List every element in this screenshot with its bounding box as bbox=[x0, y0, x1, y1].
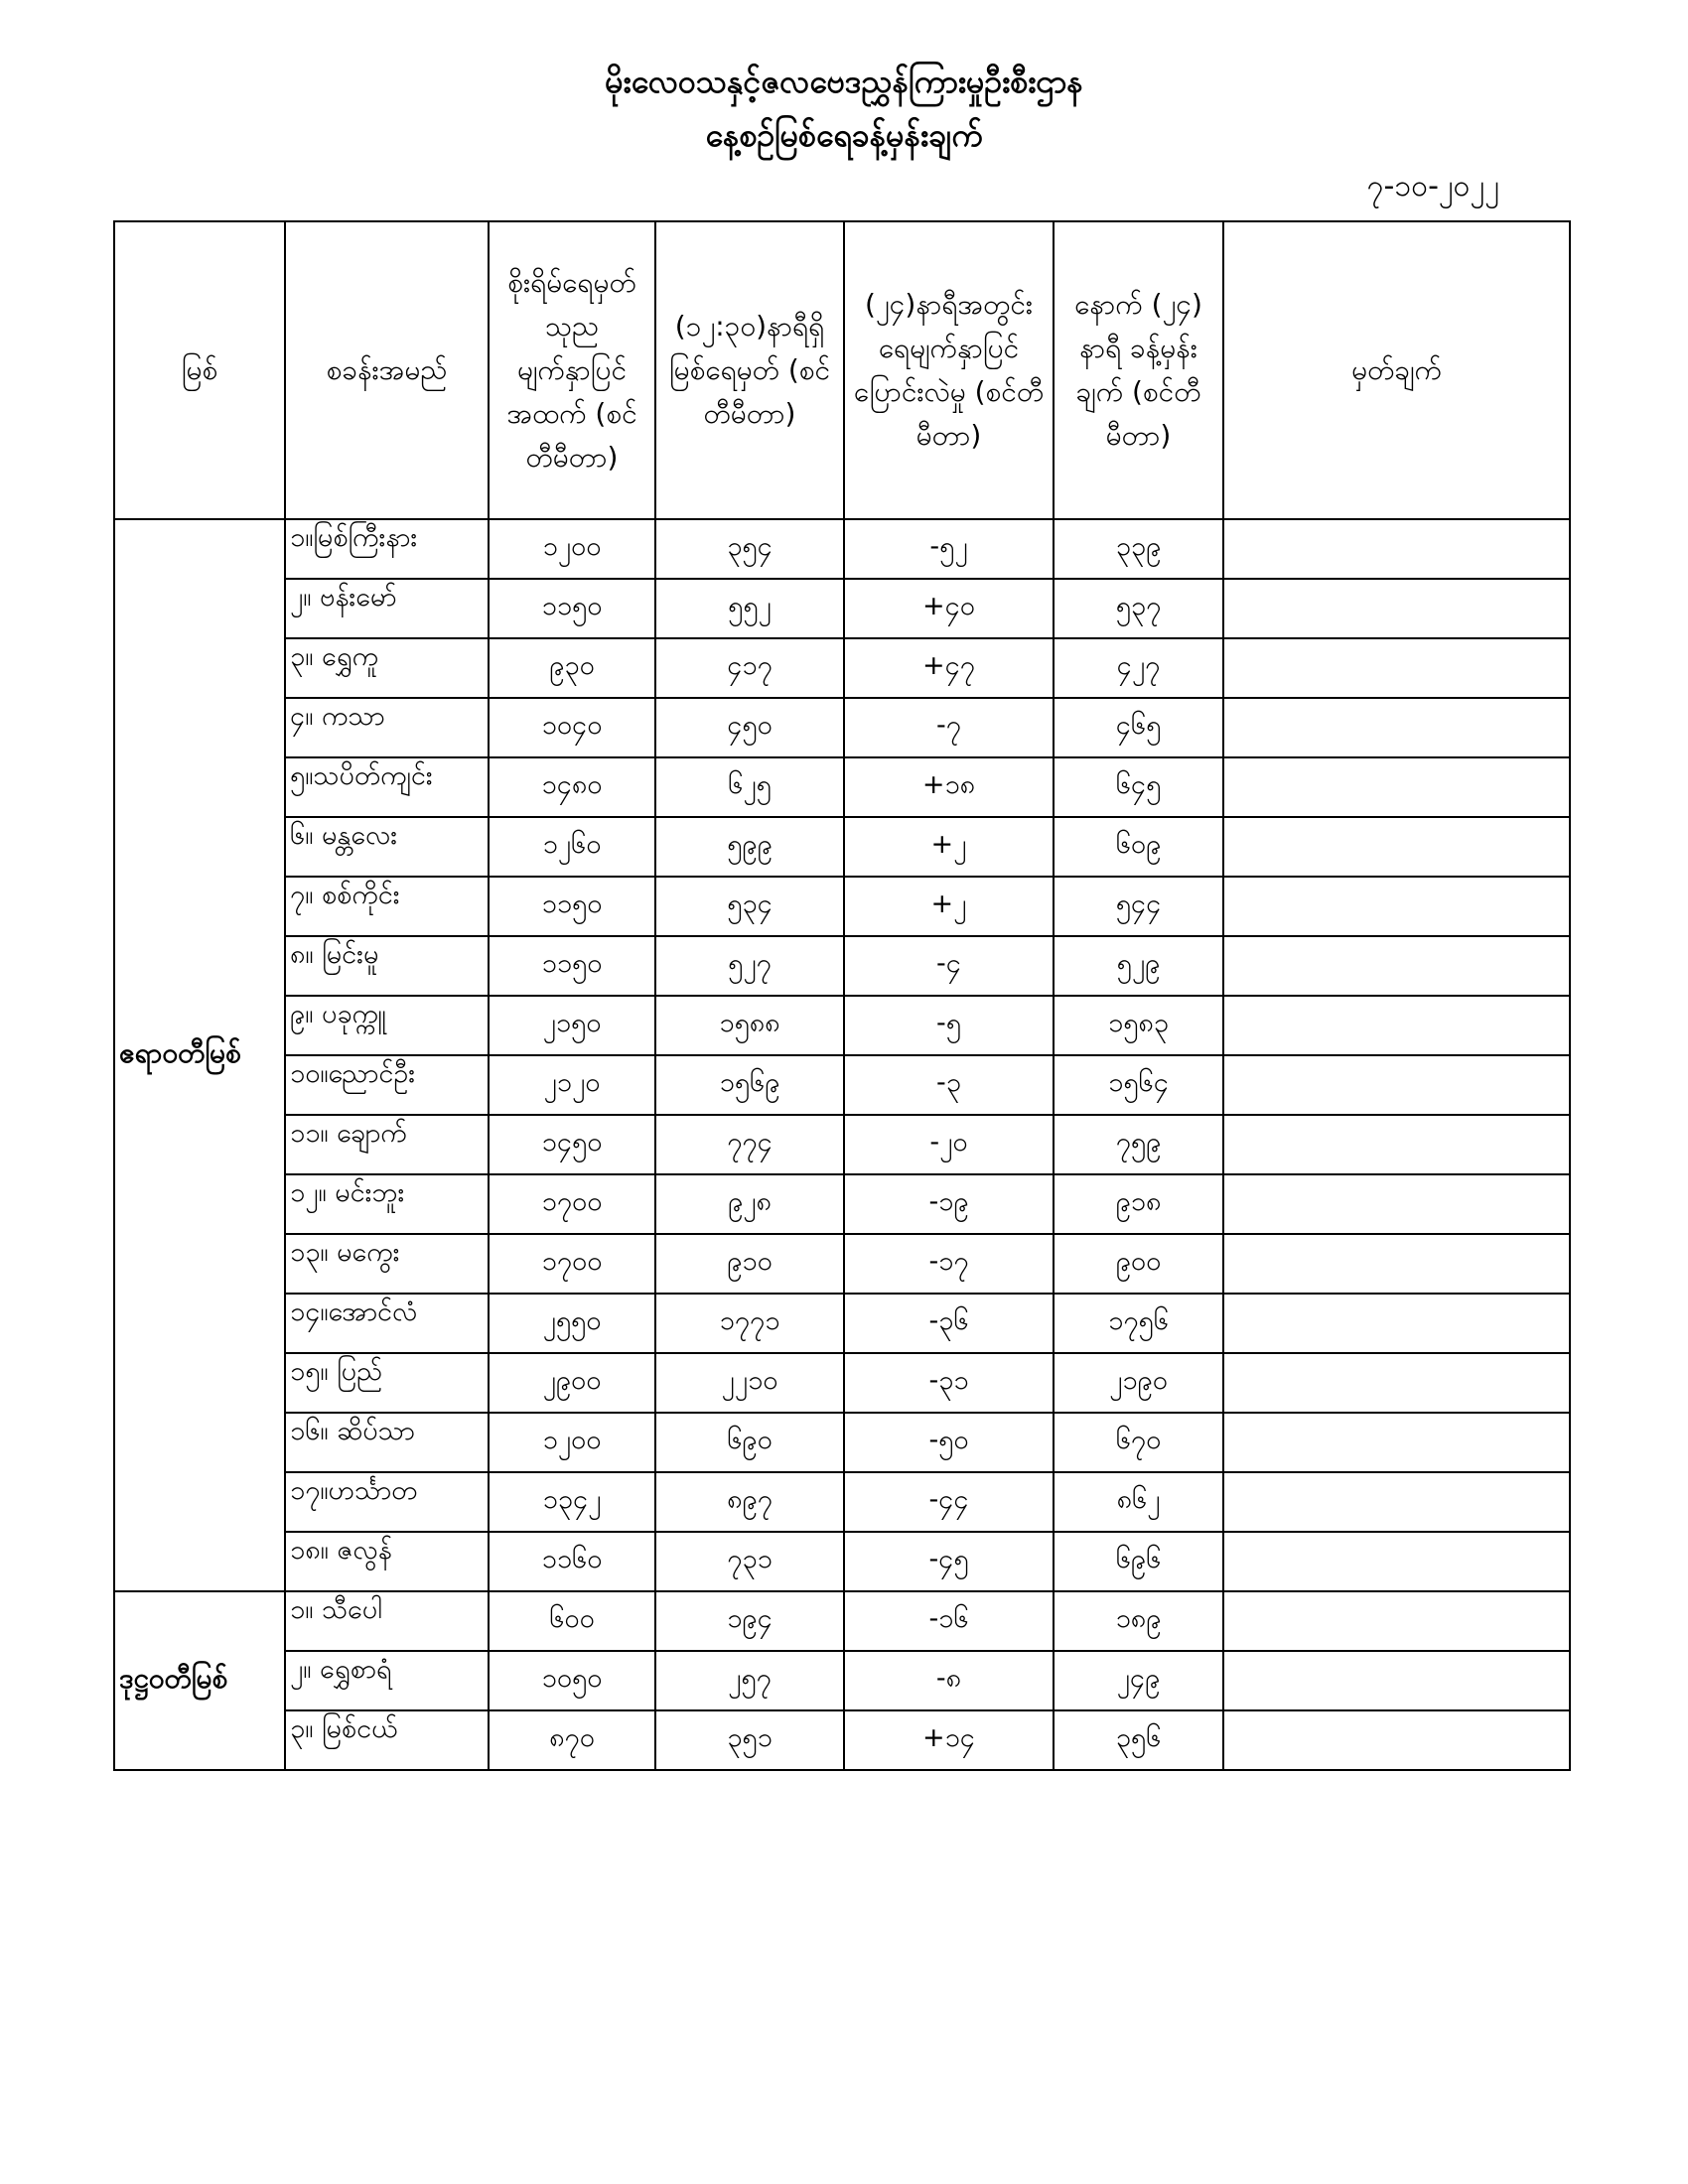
change-cell: -၅၂ bbox=[844, 519, 1054, 579]
change-cell: -၁၉ bbox=[844, 1174, 1054, 1234]
station-cell: ၈။ မြင်းမူ bbox=[285, 936, 489, 996]
table-row bbox=[114, 698, 1570, 757]
remarks-cell bbox=[1223, 1472, 1570, 1532]
forecast-cell: ၁၈၉ bbox=[1054, 1591, 1223, 1651]
station-cell: ၂။ ဗန်းမော် bbox=[285, 579, 489, 638]
remarks-cell bbox=[1223, 698, 1570, 757]
current-level-cell: ၁၅၆၉ bbox=[655, 1055, 844, 1115]
danger-level-cell: ၁၂၆၀ bbox=[489, 817, 655, 877]
danger-level-cell: ၂၉၀၀ bbox=[489, 1353, 655, 1413]
station-cell: ၇။ စစ်ကိုင်း bbox=[285, 877, 489, 936]
station-cell: ၁၁။ ချောက် bbox=[285, 1115, 489, 1174]
station-cell: ၁၈။ ဇလွန် bbox=[285, 1532, 489, 1591]
forecast-cell: ၅၂၉ bbox=[1054, 936, 1223, 996]
forecast-cell: ၉၁၈ bbox=[1054, 1174, 1223, 1234]
forecast-cell: ၉၀၀ bbox=[1054, 1234, 1223, 1294]
remarks-cell bbox=[1223, 579, 1570, 638]
remarks-cell bbox=[1223, 638, 1570, 698]
station-cell: ၁၆။ ဆိပ်သာ bbox=[285, 1413, 489, 1472]
danger-level-cell: ၁၀၄၀ bbox=[489, 698, 655, 757]
current-level-cell: ၃၅၁ bbox=[655, 1710, 844, 1770]
current-level-cell: ၄၁၇ bbox=[655, 638, 844, 698]
current-level-cell: ၁၅၈၈ bbox=[655, 996, 844, 1055]
station-cell: ၁၃။ မကွေး bbox=[285, 1234, 489, 1294]
danger-level-cell: ၂၁၂၀ bbox=[489, 1055, 655, 1115]
forecast-cell: ၆၄၅ bbox=[1054, 757, 1223, 817]
forecast-cell: ၅၃၇ bbox=[1054, 579, 1223, 638]
column-header-current-level: (၁၂:၃၀)နာရီရှိ မြစ်ရေမှတ် (စင်တီမီတာ) bbox=[655, 221, 844, 519]
station-cell: ၉။ ပခုက္ကူ bbox=[285, 996, 489, 1055]
danger-level-cell: ၁၇၀၀ bbox=[489, 1234, 655, 1294]
current-level-cell: ၆၉၀ bbox=[655, 1413, 844, 1472]
change-cell: -၃၆ bbox=[844, 1294, 1054, 1353]
table-row bbox=[114, 1115, 1570, 1174]
danger-level-cell: ၆၀၀ bbox=[489, 1591, 655, 1651]
station-cell: ၁၅။ ပြည် bbox=[285, 1353, 489, 1413]
table-row bbox=[114, 757, 1570, 817]
remarks-cell bbox=[1223, 1115, 1570, 1174]
remarks-cell bbox=[1223, 519, 1570, 579]
danger-level-cell: ၁၁၅၀ bbox=[489, 579, 655, 638]
danger-level-cell: ၁၂၀၀ bbox=[489, 1413, 655, 1472]
remarks-cell bbox=[1223, 757, 1570, 817]
table-row bbox=[114, 1055, 1570, 1115]
current-level-cell: ၂၂၁၀ bbox=[655, 1353, 844, 1413]
danger-level-cell: ၁၁၅၀ bbox=[489, 936, 655, 996]
station-cell: ၄။ ကသာ bbox=[285, 698, 489, 757]
current-level-cell: ၂၅၇ bbox=[655, 1651, 844, 1710]
change-cell: -၈ bbox=[844, 1651, 1054, 1710]
forecast-cell: ၈၆၂ bbox=[1054, 1472, 1223, 1532]
table-row bbox=[114, 519, 1570, 579]
danger-level-cell: ၉၃၀ bbox=[489, 638, 655, 698]
station-cell: ၁၀။ညောင်ဦး bbox=[285, 1055, 489, 1115]
forecast-cell: ၆၉၆ bbox=[1054, 1532, 1223, 1591]
station-cell: ၁။ သီပေါ bbox=[285, 1591, 489, 1651]
remarks-cell bbox=[1223, 1413, 1570, 1472]
remarks-cell bbox=[1223, 1591, 1570, 1651]
current-level-cell: ၅၅၂ bbox=[655, 579, 844, 638]
danger-level-cell: ၁၃၄၂ bbox=[489, 1472, 655, 1532]
current-level-cell: ၆၂၅ bbox=[655, 757, 844, 817]
report-title: နေ့စဉ်မြစ်ရေခန့်မှန်းချက် bbox=[705, 116, 983, 154]
table-row bbox=[114, 1234, 1570, 1294]
table-row bbox=[114, 1710, 1570, 1770]
danger-level-cell: ၁၄၅၀ bbox=[489, 1115, 655, 1174]
column-header-danger-level: စိုးရိမ်ရေမှတ် သုည မျက်နှာပြင် အထက် (စင်တီမီတာ) bbox=[489, 221, 655, 519]
table-row bbox=[114, 1353, 1570, 1413]
remarks-cell bbox=[1223, 1294, 1570, 1353]
table-row bbox=[114, 1651, 1570, 1710]
danger-level-cell: ၁၂၀၀ bbox=[489, 519, 655, 579]
table-row bbox=[114, 936, 1570, 996]
remarks-cell bbox=[1223, 936, 1570, 996]
station-cell: ၅။သပိတ်ကျင်း bbox=[285, 757, 489, 817]
remarks-cell bbox=[1223, 1174, 1570, 1234]
station-cell: ၁၄။အောင်လံ bbox=[285, 1294, 489, 1353]
forecast-cell: ၄၆၅ bbox=[1054, 698, 1223, 757]
table-row bbox=[114, 1294, 1570, 1353]
change-cell: -၃ bbox=[844, 1055, 1054, 1115]
forecast-cell: ၁၇၅၆ bbox=[1054, 1294, 1223, 1353]
current-level-cell: ၇၃၁ bbox=[655, 1532, 844, 1591]
danger-level-cell: ၈၇၀ bbox=[489, 1710, 655, 1770]
table-row bbox=[114, 1591, 1570, 1651]
remarks-cell bbox=[1223, 1234, 1570, 1294]
river-name-cell: ဒုဋ္ဌဝတီမြစ် bbox=[114, 1591, 285, 1770]
table-row bbox=[114, 877, 1570, 936]
station-cell: ၆။ မန္တလေး bbox=[285, 817, 489, 877]
remarks-cell bbox=[1223, 877, 1570, 936]
river-name-cell: ဧရာဝတီမြစ် bbox=[114, 519, 285, 1591]
change-cell: -၃၁ bbox=[844, 1353, 1054, 1413]
change-cell: -၇ bbox=[844, 698, 1054, 757]
table-row bbox=[114, 1472, 1570, 1532]
danger-level-cell: ၁၇၀၀ bbox=[489, 1174, 655, 1234]
current-level-cell: ၄၅၀ bbox=[655, 698, 844, 757]
change-cell: +၂ bbox=[844, 877, 1054, 936]
danger-level-cell: ၁၄၈၀ bbox=[489, 757, 655, 817]
remarks-cell bbox=[1223, 1651, 1570, 1710]
change-cell: -၄ bbox=[844, 936, 1054, 996]
change-cell: +၁၈ bbox=[844, 757, 1054, 817]
change-cell: -၅၀ bbox=[844, 1413, 1054, 1472]
column-header-remarks: မှတ်ချက် bbox=[1223, 221, 1570, 519]
change-cell: -၁၇ bbox=[844, 1234, 1054, 1294]
department-title: မိုးလေဝသနှင့်ဇလဗေဒညွှန်ကြားမှုဦးစီးဌာန bbox=[605, 63, 1083, 100]
station-cell: ၃။ မြစ်ငယ် bbox=[285, 1710, 489, 1770]
river-level-table bbox=[113, 220, 1571, 1771]
forecast-cell: ၃၅၆ bbox=[1054, 1710, 1223, 1770]
table-row bbox=[114, 579, 1570, 638]
current-level-cell: ၉၁၀ bbox=[655, 1234, 844, 1294]
current-level-cell: ၃၅၄ bbox=[655, 519, 844, 579]
forecast-cell: ၇၅၉ bbox=[1054, 1115, 1223, 1174]
column-header-station: စခန်းအမည် bbox=[285, 221, 489, 519]
station-cell: ၃။ ရွှေကူ bbox=[285, 638, 489, 698]
current-level-cell: ၁၉၄ bbox=[655, 1591, 844, 1651]
report-date: ၇-၁၀-၂၀၂၂ bbox=[1366, 169, 1499, 204]
column-header-24h-change: (၂၄)နာရီအတွင်း ရေမျက်နှာပြင် ပြောင်းလဲမှု (စင်တီမီတာ) bbox=[844, 221, 1054, 519]
forecast-cell: ၁၅၆၄ bbox=[1054, 1055, 1223, 1115]
station-cell: ၁၂။ မင်းဘူး bbox=[285, 1174, 489, 1234]
header-row bbox=[114, 221, 1570, 519]
column-header-river: မြစ် bbox=[114, 221, 285, 519]
current-level-cell: ၅၂၇ bbox=[655, 936, 844, 996]
table-row bbox=[114, 996, 1570, 1055]
forecast-cell: ၄၂၇ bbox=[1054, 638, 1223, 698]
remarks-cell bbox=[1223, 996, 1570, 1055]
current-level-cell: ၉၂၈ bbox=[655, 1174, 844, 1234]
forecast-cell: ၆၀၉ bbox=[1054, 817, 1223, 877]
current-level-cell: ၇၇၄ bbox=[655, 1115, 844, 1174]
danger-level-cell: ၁၁၅၀ bbox=[489, 877, 655, 936]
remarks-cell bbox=[1223, 1353, 1570, 1413]
forecast-cell: ၁၅၈၃ bbox=[1054, 996, 1223, 1055]
current-level-cell: ၅၉၉ bbox=[655, 817, 844, 877]
station-cell: ၁၇။ဟင်္သာတ bbox=[285, 1472, 489, 1532]
table-row bbox=[114, 817, 1570, 877]
change-cell: -၅ bbox=[844, 996, 1054, 1055]
table-row bbox=[114, 1174, 1570, 1234]
forecast-cell: ၅၄၄ bbox=[1054, 877, 1223, 936]
forecast-cell: ၃၃၉ bbox=[1054, 519, 1223, 579]
change-cell: -၄၄ bbox=[844, 1472, 1054, 1532]
change-cell: +၄၀ bbox=[844, 579, 1054, 638]
current-level-cell: ၅၃၄ bbox=[655, 877, 844, 936]
danger-level-cell: ၂၅၅၀ bbox=[489, 1294, 655, 1353]
remarks-cell bbox=[1223, 1710, 1570, 1770]
change-cell: +၄၇ bbox=[844, 638, 1054, 698]
table-row bbox=[114, 1413, 1570, 1472]
change-cell: -၄၅ bbox=[844, 1532, 1054, 1591]
table-row bbox=[114, 1532, 1570, 1591]
remarks-cell bbox=[1223, 1532, 1570, 1591]
current-level-cell: ၈၉၇ bbox=[655, 1472, 844, 1532]
change-cell: -၂၀ bbox=[844, 1115, 1054, 1174]
change-cell: +၁၄ bbox=[844, 1710, 1054, 1770]
column-header-forecast: နောက် (၂၄) နာရီ ခန့်မှန်းချက် (စင်တီမီတာ) bbox=[1054, 221, 1223, 519]
forecast-cell: ၂၁၉၀ bbox=[1054, 1353, 1223, 1413]
station-cell: ၁။မြစ်ကြီးနား bbox=[285, 519, 489, 579]
danger-level-cell: ၂၁၅၀ bbox=[489, 996, 655, 1055]
station-cell: ၂။ ရွှေစာရံ bbox=[285, 1651, 489, 1710]
change-cell: -၁၆ bbox=[844, 1591, 1054, 1651]
forecast-cell: ၂၄၉ bbox=[1054, 1651, 1223, 1710]
remarks-cell bbox=[1223, 817, 1570, 877]
remarks-cell bbox=[1223, 1055, 1570, 1115]
current-level-cell: ၁၇၇၁ bbox=[655, 1294, 844, 1353]
danger-level-cell: ၁၁၆၀ bbox=[489, 1532, 655, 1591]
table-row bbox=[114, 638, 1570, 698]
change-cell: +၂ bbox=[844, 817, 1054, 877]
forecast-cell: ၆၇၀ bbox=[1054, 1413, 1223, 1472]
danger-level-cell: ၁၀၅၀ bbox=[489, 1651, 655, 1710]
